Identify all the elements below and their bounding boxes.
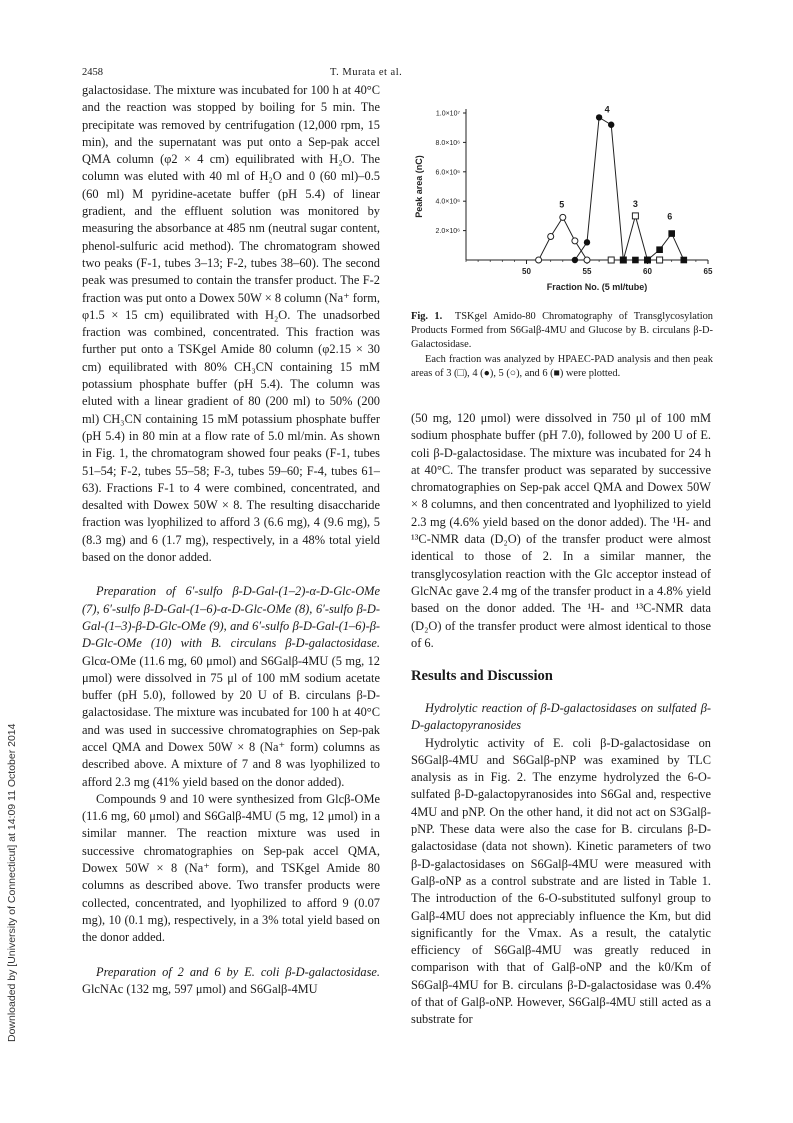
data-point-3	[657, 257, 663, 263]
data-point-5	[536, 257, 542, 263]
paragraph: Hydrolytic activity of E. coli β-D-galactosidase on S6Galβ-4MU and S6Galβ-pNP was examined by TLC analysis as in Fig. 2. The enzyme hydrolyzed the 6-O-sulfated β-D-galactopyranosides into S6Gal and, respective 4MU and pNP. On the other hand, it did not act on S3Galβ-pNP. These data were also the case for B. circulans β-D-galactosidase (data not shown). Kinetic parameters of two β-D-galactosidases on S6Galβ-4MU were measured with Galβ-oNP as a control substrate and are listed in Table 1. The introduction of the 6-O-substituted sulfonyl group to Galβ-4MU does not appreciably influence the Km, but did significantly for the Vmax. As a result, the catalytic efficiency of S6Galβ-4MU was greatly reduced in comparison with that of Galβ-oNP and the k0/Km of S6Galβ-4MU for B. circulans β-D-galactosidase was 0.4% of that of Galβ-oNP. However, S6Galβ-4MU still acted as a substrate for	[411, 735, 711, 1027]
caption-main	[411, 310, 713, 353]
paragraph: (50 mg, 120 μmol) were dissolved in 750 μl of 100 mM sodium phosphate buffer (pH 7.0), followed by 200 U of E. coli β-D-galactosidase. The mixture was incubated for 24 h at 40°C. The transfer product was separated by successive chromatographies on Sep-pak accel QMA and Dowex 50W × 8 columns, and then concentrated and lyophilized to yield 2.3 mg (4.6% yield based on the donor added). The ¹H- and ¹³C-NMR data (D₂O) of the transfer product were almost identical to those of 2. In a similar manner, the transglycosylation reaction with the Glc acceptor instead of GlcNAc gave 2.4 mg of the transfer product in a 4.8% yield based on the donor added. The ¹H- and ¹³C-NMR data (D₂O) of the transfer product were almost identical to those of 6.	[411, 411, 711, 650]
figure-caption	[411, 310, 713, 381]
data-point-5	[584, 257, 590, 263]
x-tick-label: 60	[643, 267, 652, 276]
data-point-6	[681, 257, 688, 264]
paragraph-body: Glcα-OMe (11.6 mg, 60 μmol) and S6Galβ-4MU (5 mg, 12 μmol) were dissolved in 75 μl of 100 mM sodium acetate buffer (pH 5.0), followed by 20 U of B. circulans β-D-galactosidase. The mixture was incubated for 100 h at 40°C and was used in successive chromatographies on Sep-pak accel QMA and Dowex 50W × 8 (Na⁺ form) columns as described above. A mixture of 7 and 8 was lyophilized to afford 2.3 mg (41% yield based on the donor added).	[82, 653, 380, 789]
series-line-6	[623, 234, 684, 260]
paragraph: Compounds 9 and 10 were synthesized from Glcβ-OMe (11.6 mg, 60 μmol) and S6Galβ-4MU (5 mg, 12 μmol) in a similar manner. The reaction mixture was used in successive chromatographies on Sep-pak accel QMA, Dowex 50W × 8 (Na⁺ form), and TSKgel Amide 80 columns as described above. Two transfer products were collected, concentrated, and lyophilized to afford 9 (0.07 mg), 10 (0.1 mg), respectively, in a 3% total yield based on the donor added.	[82, 791, 380, 945]
x-tick-label: 55	[582, 267, 592, 276]
left-column	[82, 82, 380, 998]
data-point-4	[572, 257, 578, 263]
y-tick-label: 6.0×10⁶	[435, 169, 460, 177]
download-watermark-text: Downloaded by [University of Connecticut] at 14:09 11 October 2014	[6, 723, 18, 1042]
data-point-6	[620, 257, 627, 264]
data-point-4	[608, 122, 614, 128]
data-point-4	[584, 239, 590, 245]
section-heading: Results and Discussion	[411, 668, 553, 684]
data-point-6	[632, 257, 639, 264]
paragraph	[82, 964, 380, 999]
data-point-4	[596, 114, 602, 120]
data-point-5	[548, 233, 554, 239]
page-number: 2458	[82, 67, 103, 78]
data-point-5	[560, 214, 566, 220]
y-tick-label: 1.0×10⁷	[435, 110, 460, 118]
figure-1	[404, 95, 716, 305]
data-point-5	[572, 238, 578, 244]
right-column	[411, 410, 711, 652]
y-axis-title: Peak area (nC)	[414, 155, 424, 218]
data-point-6	[656, 246, 663, 253]
peak-label-4: 4	[604, 104, 610, 115]
caption-label: Fig. 1.	[411, 311, 443, 322]
y-tick-label: 2.0×10⁶	[435, 228, 460, 236]
paragraph-title: Preparation of 6′-sulfo β-D-Gal-(1–2)-α-D-Glc-OMe (7), 6′-sulfo β-D-Gal-(1–6)-α-D-Glc-OMe (8), 6′-sulfo β-D-Gal-(1–3)-β-D-Glc-OMe (9), and 6′-sulfo β-D-Gal-(1–6)-β-D-Glc-OMe (10) with B. circulans β-D-galactosidase.	[82, 584, 380, 651]
peak-label-6: 6	[667, 211, 673, 222]
x-tick-label: 65	[703, 267, 713, 276]
data-point-3	[608, 257, 614, 263]
running-head: T. Murata et al.	[330, 67, 403, 78]
data-point-6	[668, 230, 675, 237]
peak-label-3: 3	[632, 198, 638, 209]
paragraph: galactosidase. The mixture was incubated for 100 h at 40°C and the reaction was stopped by boiling for 5 min. The precipitate was removed by centrifugation (12,000 rpm, 15 min), and the supernatant was put onto a Sep-pak accel QMA column (φ2 × 4 cm) equilibrated with H₂O. The column was eluted with 40 ml of H₂O and 0 (60 ml)–0.5 (60 ml) M pyridine-acetate buffer (pH 5.4) of linear gradient, and the effluent solution was monitored by measuring the absorbance at 485 nm (neutral sugar content, phenol-sulfuric acid method). The chromatogram showed two peaks (F-1, tubes 3–13; F-2, tubes 38–60). The second peak was presumed to contain the transfer product. The F-2 fraction was put onto a Dowex 50W × 8 column (Na⁺ form, φ1.5 × 15 cm) equilibrated with H₂O. The unadsorbed fraction was combined, concentrated. This fraction was further put onto a TSKgel Amide 80 column (φ2.15 × 30 cm) equilibrated with 80% CH₃CN containing 15 mM potassium phosphate buffer (pH 5.4). The column was eluted with a linear gradient of 80 (200 ml) to 50% (200 ml) CH₃CN containing 15 mM potassium phosphate buffer (pH 5.4) in 80 min at a flow rate of 5.0 ml/min. As shown in Fig. 1, the chromatogram showed four peaks (F-1, tubes 51–54; F-2, tubes 55–58; F-3, tubes 59–60; F-4, tubes 61–63). Fractions F-1 to 4 were combined, concentrated, and desalted with Dowex 50W × 8. The resulting disaccharide fraction was lyophilized to afford 3 (6.6 mg), 4 (9.6 mg), 5 (8.3 mg) and 6 (1.7 mg), respectively, in a 48% total yield based on the donor added.	[82, 83, 380, 565]
series-line-4	[575, 117, 623, 260]
download-watermark	[6, 723, 30, 1066]
x-axis-title: Fraction No. (5 ml/tube)	[546, 282, 648, 292]
series-line-3	[611, 216, 659, 260]
y-tick-label: 4.0×10⁶	[435, 198, 460, 206]
chromatogram-chart	[404, 95, 716, 305]
paragraph-title: Preparation of 2 and 6 by E. coli β-D-galactosidase.	[96, 964, 380, 979]
paragraph	[82, 583, 380, 791]
x-tick-label: 50	[522, 267, 531, 276]
caption-note: Each fraction was analyzed by HPAEC-PAD analysis and then peak areas of 3 (□), 4 (●), 5 (○), and 6 (■) were plotted.	[411, 353, 713, 379]
caption-title: TSKgel Amido-80 Chromatography of Transglycosylation Products Formed from S6Galβ-4MU and Glucose by B. circulans β-D-Galactosidase.	[411, 311, 713, 351]
y-tick-label: 8.0×10⁶	[435, 139, 460, 147]
paragraph-body: GlcNAc (132 mg, 597 μmol) and S6Galβ-4MU	[82, 981, 318, 996]
right-column-section	[411, 700, 711, 1029]
data-point-3	[632, 213, 638, 219]
peak-label-5: 5	[559, 199, 565, 210]
data-point-6	[644, 257, 651, 264]
sub-heading: Hydrolytic reaction of β-D-galactosidases on sulfated β-D-galactopyranosides	[411, 701, 711, 733]
